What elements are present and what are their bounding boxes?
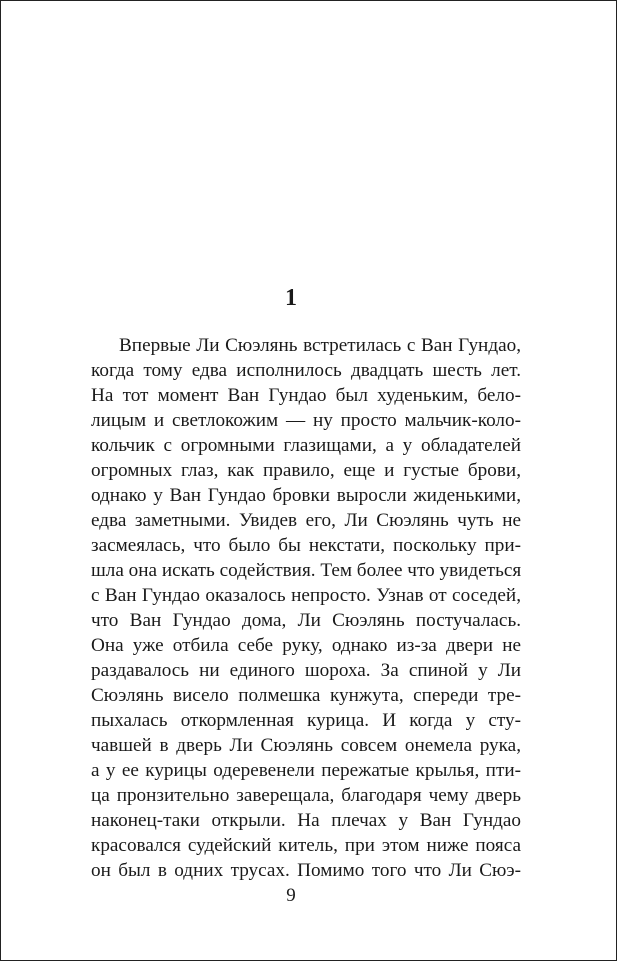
text-line: Впервые Ли Сюэлянь встретилась с Ван Гундао, (119, 335, 521, 356)
text-line: красовался судейский китель, при этом ниже пояса (91, 835, 521, 856)
text-line: огромных глаз, как правило, еще и густые брови, (91, 460, 521, 481)
text-line: а у ее курицы одеревенели пережатые крылья, пти- (91, 760, 521, 781)
text-line: пыхалась откормленная курица. И когда у сту- (91, 710, 521, 731)
text-line: едва заметными. Увидев его, Ли Сюэлянь чуть не (91, 510, 521, 531)
text-line: он был в одних трусах. Помимо того что Ли Сюэ- (91, 860, 521, 881)
text-line: засмеялась, что было бы некстати, поскольку при- (91, 535, 521, 556)
text-line: кольчик с огромными глазищами, а у обладателей (91, 435, 521, 456)
body-text (91, 333, 521, 883)
text-line: чавшей в дверь Ли Сюэлянь совсем онемела рука, (91, 735, 521, 756)
text-line: однако у Ван Гундао бровки выросли жиденькими, (91, 485, 521, 506)
text-line: ца пронзительно заверещала, благодаря чему дверь (91, 785, 521, 806)
text-line: наконец-таки открыли. На плечах у Ван Гундао (91, 810, 521, 831)
text-line: что Ван Гундао дома, Ли Сюэлянь постучалась. (91, 610, 521, 631)
text-line: На тот момент Ван Гундао был худеньким, бело- (91, 385, 521, 406)
text-line: Сюэлянь висело полмешка кунжута, спереди тре- (91, 685, 521, 706)
text-line: шла она искать содействия. Тем более что увидеться (91, 560, 522, 581)
text-line: когда тому едва исполнилось двадцать шесть лет. (91, 360, 521, 381)
page-number: 9 (286, 885, 296, 906)
text-line: лицым и светлокожим — ну просто мальчик-коло- (91, 410, 521, 431)
text-line: Она уже отбила себе руку, однако из-за двери не (91, 635, 521, 656)
text-line: раздавалось ни единого шороха. За спиной у Ли (91, 660, 521, 681)
chapter-number: 1 (285, 285, 297, 311)
text-line: с Ван Гундао оказалось непросто. Узнав от соседей, (91, 585, 521, 606)
